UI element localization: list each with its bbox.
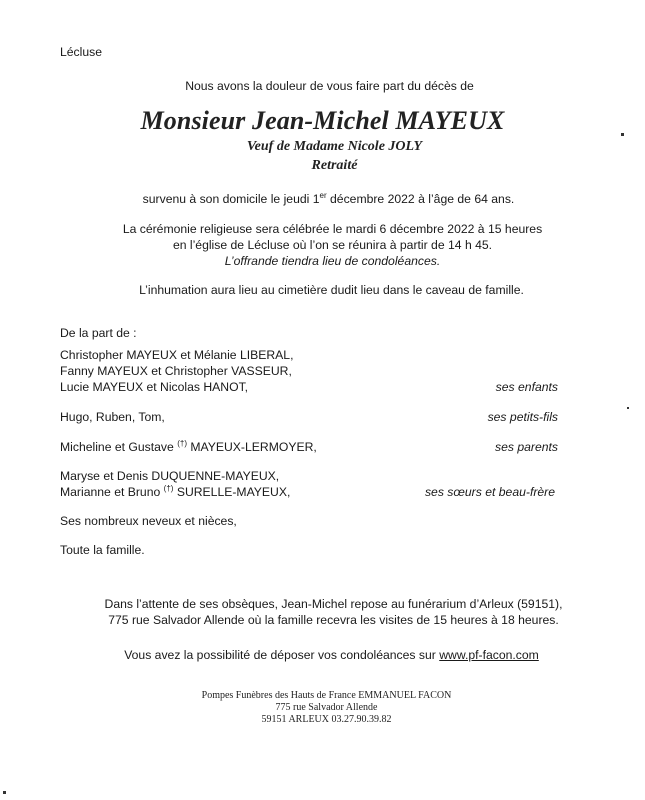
parents-last: MAYEUX-LERMOYER, bbox=[186, 440, 317, 454]
death-notice bbox=[6, 192, 645, 206]
family-all: Toute la famille. bbox=[60, 543, 145, 557]
visitation-line-1: Dans l’attente de ses obsèques, Jean-Michel repose au funérarium d’Arleux (59151), bbox=[104, 597, 563, 611]
visitation-line-2: 775 rue Salvador Allende où la famille recevra les visites de 15 heures à 18 heures. bbox=[108, 613, 559, 627]
role-siblings: ses sœurs et beau-frère bbox=[424, 485, 555, 499]
deceased-name: Monsieur Jean-Michel MAYEUX bbox=[140, 106, 505, 135]
family-children-2: Fanny MAYEUX et Christopher VASSEUR, bbox=[60, 364, 292, 378]
role-parents: ses parents bbox=[494, 440, 558, 454]
death-notice-before: survenu à son domicile le jeudi 1 bbox=[142, 192, 320, 206]
family-grandchildren: Hugo, Ruben, Tom, bbox=[60, 410, 165, 424]
ceremony-line-1: La cérémonie religieuse sera célébrée le mardi 6 décembre 2022 à 15 heures bbox=[122, 222, 543, 236]
scan-speck bbox=[627, 407, 629, 409]
family-parents bbox=[60, 440, 317, 454]
family-siblings-2 bbox=[60, 485, 290, 499]
role-grandchildren: ses petits-fils bbox=[487, 410, 558, 424]
death-notice-after: décembre 2022 à l’âge de 64 ans. bbox=[326, 192, 515, 206]
siblings-2-first: Marianne et Bruno bbox=[60, 485, 164, 499]
ceremony-line-2: en l’église de Lécluse où l’on se réunira à partir de 14 h 45. bbox=[172, 238, 493, 252]
family-siblings-1: Maryse et Denis DUQUENNE-MAYEUX, bbox=[60, 469, 280, 483]
from-label: De la part de : bbox=[60, 326, 137, 340]
scan-speck bbox=[621, 133, 624, 136]
family-children-1: Christopher MAYEUX et Mélanie LIBERAL, bbox=[60, 348, 294, 362]
widower-line: Veuf de Madame Nicole JOLY bbox=[246, 139, 423, 154]
status-line: Retraité bbox=[311, 158, 358, 173]
role-children: ses enfants bbox=[495, 380, 558, 394]
intro-text: Nous avons la douleur de vous faire part du décès de bbox=[185, 79, 474, 93]
location-label: Lécluse bbox=[60, 45, 103, 59]
siblings-2-deceased-mark: (†) bbox=[163, 483, 174, 493]
parents-first: Micheline et Gustave bbox=[60, 440, 178, 454]
condolences-text: Vous avez la possibilité de déposer vos condoléances sur bbox=[124, 648, 440, 662]
footer-city-phone: 59151 ARLEUX 03.27.90.39.82 bbox=[261, 714, 392, 725]
footer-company: Pompes Funèbres des Hauts de France EMMANUEL FACON bbox=[201, 690, 452, 701]
footer-address: 775 rue Salvador Allende bbox=[275, 702, 378, 713]
family-children-3: Lucie MAYEUX et Nicolas HANOT, bbox=[60, 380, 249, 394]
siblings-2-last: SURELLE-MAYEUX, bbox=[173, 485, 291, 499]
burial-text: L’inhumation aura lieu au cimetière dudit lieu dans le caveau de famille. bbox=[139, 283, 524, 297]
scan-speck bbox=[3, 791, 6, 794]
parents-deceased-mark: (†) bbox=[177, 438, 187, 448]
family-nephews: Ses nombreux neveux et nièces, bbox=[60, 514, 237, 528]
death-notice-ordinal: er bbox=[319, 190, 327, 200]
condolences-link[interactable]: www.pf-facon.com bbox=[439, 648, 539, 662]
condolences-line bbox=[9, 648, 645, 662]
ceremony-line-3: L’offrande tiendra lieu de condoléances. bbox=[224, 254, 441, 268]
